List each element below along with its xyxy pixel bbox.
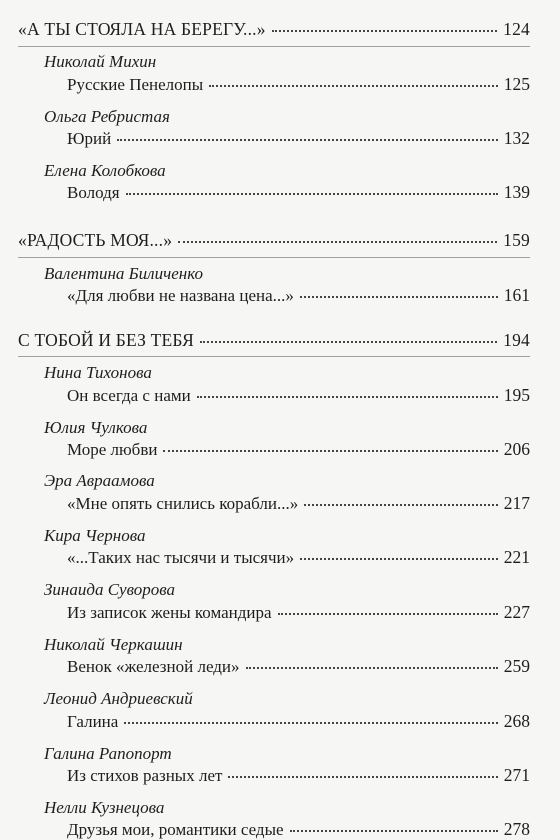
page-number: 161 — [503, 285, 530, 305]
dot-leader — [228, 776, 497, 778]
entry-author: Зинаида Суворова — [44, 580, 176, 599]
dot-leader — [290, 830, 498, 832]
page-number: 159 — [503, 230, 530, 250]
toc-entry[interactable] — [67, 385, 530, 406]
toc-section-heading[interactable] — [18, 19, 530, 40]
entry-title: Он всегда с нами — [67, 386, 191, 405]
dot-leader — [272, 30, 497, 32]
page-number: 194 — [503, 330, 530, 350]
toc-entry[interactable] — [67, 493, 530, 514]
entry-title: Юрий — [67, 129, 112, 148]
page-number: 271 — [503, 765, 530, 785]
page-number: 221 — [503, 547, 530, 567]
toc-section-heading[interactable] — [18, 230, 530, 251]
entry-author: Галина Рапопорт — [44, 744, 172, 763]
entry-title: Галина — [67, 712, 119, 731]
toc-section-heading[interactable] — [18, 330, 530, 351]
entry-author: Эра Авраамова — [44, 471, 155, 490]
page-number: 259 — [503, 656, 530, 676]
entry-author: Николай Черкашин — [44, 635, 183, 654]
dot-leader — [304, 504, 498, 506]
entry-author: Юлия Чулкова — [44, 418, 148, 437]
dot-leader — [197, 396, 498, 398]
page-number: 278 — [503, 819, 530, 839]
entry-title: Из стихов разных лет — [67, 766, 223, 785]
entry-title: Венок «железной леди» — [67, 657, 240, 676]
entry-author: Ольга Ребристая — [44, 107, 170, 126]
dot-leader — [300, 296, 498, 298]
entry-author: Кира Чернова — [44, 526, 146, 545]
toc-entry[interactable] — [67, 439, 530, 460]
page-number: 206 — [503, 439, 530, 459]
entry-title: Из записок жены командира — [67, 603, 272, 622]
page-number: 125 — [503, 74, 530, 94]
page-number: 139 — [503, 182, 530, 202]
dot-leader — [200, 341, 497, 343]
dot-leader — [300, 558, 498, 560]
toc-entry[interactable] — [67, 547, 530, 568]
toc-entry[interactable] — [67, 285, 530, 306]
toc-entry[interactable] — [67, 602, 530, 623]
toc-entry[interactable] — [67, 656, 530, 677]
toc-entry[interactable] — [67, 182, 530, 203]
dot-leader — [209, 85, 498, 87]
section-divider — [18, 46, 530, 47]
toc-entry[interactable] — [67, 711, 530, 732]
entry-author: Елена Колобкова — [44, 161, 166, 180]
entry-title: «Для любви не названа цена...» — [67, 286, 294, 305]
entry-title: Володя — [67, 183, 120, 202]
entry-title: Друзья мои, романтики седые — [67, 820, 284, 839]
section-divider — [18, 356, 530, 357]
dot-leader — [246, 667, 498, 669]
entry-title: «...Таких нас тысячи и тысячи» — [67, 548, 295, 567]
page-number: 227 — [503, 602, 530, 622]
section-title: С ТОБОЙ И БЕЗ ТЕБЯ — [18, 330, 194, 350]
dot-leader — [126, 193, 498, 195]
dot-leader — [117, 139, 498, 141]
dot-leader — [178, 241, 497, 243]
toc-entry[interactable] — [67, 765, 530, 786]
page-number: 217 — [503, 493, 530, 513]
page-number: 132 — [503, 128, 530, 148]
entry-title: «Мне опять снились корабли...» — [67, 494, 299, 513]
entry-author: Нелли Кузнецова — [44, 798, 165, 817]
page-number: 268 — [503, 711, 530, 731]
entry-author: Нина Тихонова — [44, 363, 152, 382]
entry-title: Русские Пенелопы — [67, 75, 204, 94]
page-number: 124 — [503, 19, 530, 39]
page-number: 195 — [503, 385, 530, 405]
entry-author: Леонид Андриевский — [44, 689, 193, 708]
section-title: «А ТЫ СТОЯЛА НА БЕРЕГУ...» — [18, 19, 266, 39]
section-title: «РАДОСТЬ МОЯ...» — [18, 230, 173, 250]
section-divider — [18, 257, 530, 258]
entry-title: Море любви — [67, 440, 158, 459]
entry-author: Николай Михин — [44, 52, 157, 71]
dot-leader — [124, 722, 497, 724]
entry-author: Валентина Биличенко — [44, 264, 203, 283]
dot-leader — [163, 450, 497, 452]
toc-entry[interactable] — [67, 128, 530, 149]
dot-leader — [278, 613, 498, 615]
toc-entry[interactable] — [67, 74, 530, 95]
